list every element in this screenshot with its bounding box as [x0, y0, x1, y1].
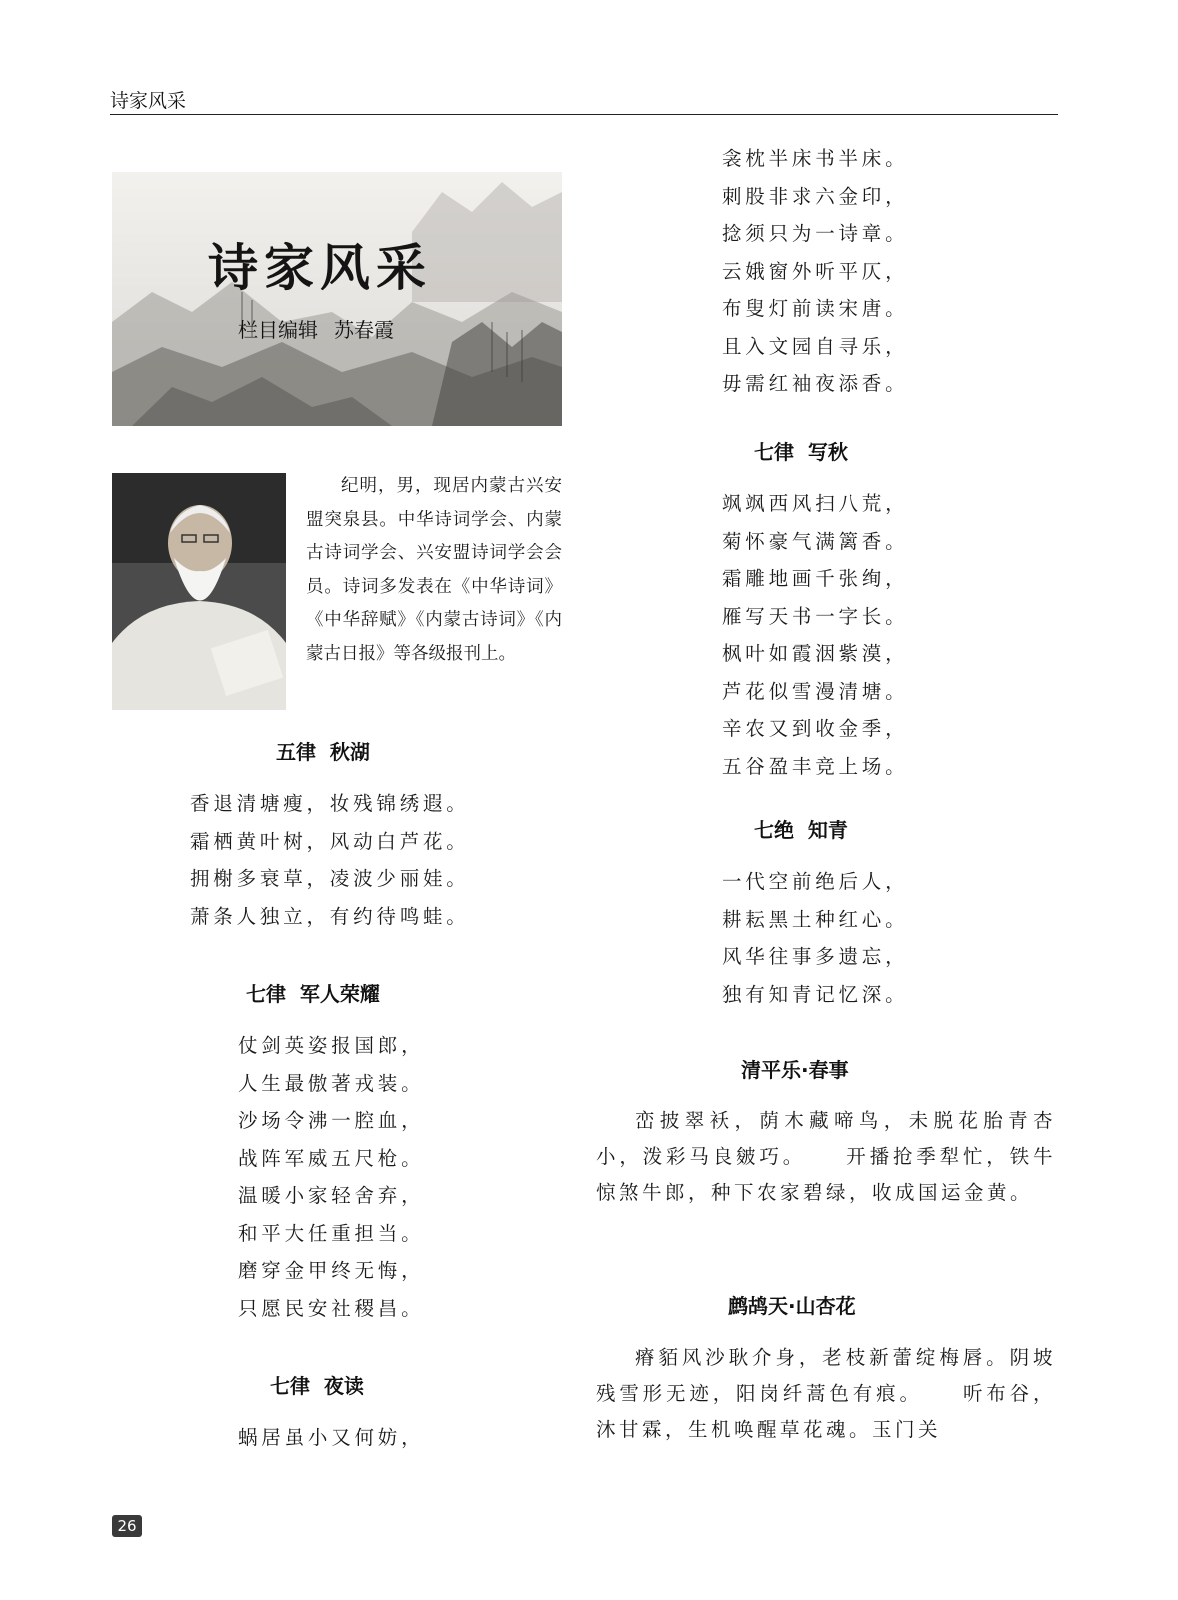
poem-line: 独有知青记忆深。: [722, 982, 909, 1006]
poem-line: 辛农又到收金季，: [722, 717, 909, 740]
poem-lines-soldier-glory: [238, 1027, 424, 1327]
column-banner: [112, 172, 562, 426]
poem-line: 芦花似雪漫清塘。: [722, 679, 909, 703]
poem-line: 衾枕半床书半床。: [722, 147, 909, 170]
poet-biography: 纪明，男，现居内蒙古兴安盟突泉县。中华诗词学会、内蒙古诗词学会、兴安盟诗词学会会员。诗词多发表在《中华诗词》《中华辞赋》《内蒙古诗词》《内蒙古日报》等各级报刊上。: [306, 476, 562, 664]
poem-line: 战阵军威五尺枪。: [238, 1146, 425, 1170]
poem-line: 沙场令沸一腔血，: [238, 1109, 425, 1132]
poem-title-educated-youth: 七绝 知青: [754, 818, 848, 842]
poem-line: 风华往事多遗忘，: [722, 945, 909, 968]
poet-portrait-photo: [112, 473, 286, 710]
poem-line: 蜗居虽小又何妨，: [238, 1426, 425, 1449]
poem-line: 人生最傲著戎装。: [238, 1071, 425, 1095]
poem-line: 雁写天书一字长。: [722, 604, 909, 628]
poem-line: 霜栖黄叶树，风动白芦花。: [190, 829, 470, 853]
poem-line: 萧条人独立，有约待鸣蛙。: [190, 904, 470, 928]
poem-title-night-reading: 七律 夜读: [270, 1374, 364, 1398]
poem-line: 菊怀豪气满篱香。: [722, 529, 909, 553]
section-header-title: 诗家风采: [110, 90, 187, 112]
poem-lines-educated-youth: [722, 863, 908, 1013]
editor-role: 栏目编辑: [238, 318, 318, 342]
banner-editor-credit: [238, 314, 394, 343]
editor-name: 苏春霞: [334, 318, 394, 342]
poem-line: 温暖小家轻舍弃，: [238, 1184, 425, 1207]
header-rule: [110, 114, 1058, 115]
poem-title-autumn-lake: 五律 秋湖: [276, 740, 370, 764]
poem-line: 霜雕地画千张绚，: [722, 567, 909, 590]
poem-line: 飒飒西风扫八荒，: [722, 492, 909, 515]
poem-title-spring-affairs: 清平乐·春事: [741, 1058, 849, 1082]
poem-line: 五谷盈丰竞上场。: [722, 754, 909, 778]
poem-line: 枫叶如霞洇紫漠，: [722, 642, 909, 665]
poem-line: 且入文园自寻乐，: [722, 334, 909, 358]
poem-lines-autumn-writing: [722, 485, 908, 785]
poem-line: 毋需红袖夜添香。: [722, 372, 909, 395]
poem-title-soldier-glory: 七律 军人荣耀: [246, 982, 380, 1006]
poem-line: 耕耘黑土种红心。: [722, 907, 909, 931]
poem-line: 刺股非求六金印，: [722, 184, 909, 208]
poem-line: 捻须只为一诗章。: [722, 222, 909, 245]
poem-title-apricot-flower: 鹧鸪天·山杏花: [728, 1294, 856, 1318]
poem-line: 拥榭多衰草，凌波少丽娃。: [190, 867, 470, 890]
poem-line: 香退清塘瘦，妆残锦绣遐。: [190, 792, 470, 815]
banner-title: 诗家风采: [208, 238, 432, 297]
poem-title-autumn-writing: 七律 写秋: [754, 440, 848, 464]
poem-line: 磨穿金甲终无悔，: [238, 1259, 425, 1282]
poem-lines-night-reading-part1: [238, 1419, 424, 1457]
portrait-illustration: [112, 473, 286, 710]
poem-text-spring-affairs: 峦披翠袄，荫木藏啼鸟，未脱花胎青杏小，泼彩马良皴巧。 开播抢季犁忙，铁牛惊煞牛郎，种下农家碧绿，收成国运金黄。: [596, 1109, 1056, 1204]
poem-line: 仗剑英姿报国郎，: [238, 1034, 425, 1057]
page-number: 26: [112, 1515, 142, 1537]
poem-line: 一代空前绝后人，: [722, 870, 909, 893]
poem-line: 只愿民安社稷昌。: [238, 1296, 425, 1320]
poem-lines-autumn-lake: [190, 785, 470, 935]
poem-line: 布叟灯前读宋唐。: [722, 297, 909, 320]
poem-text-apricot-flower: 瘠貊风沙耿介身，老枝新蕾绽梅唇。阴坡残雪形无迹，阳岗纤蒿色有痕。 听布谷，沐甘霖，生机唤醒草花魂。玉门关: [596, 1346, 1056, 1441]
poem-lines-night-reading-part2: [722, 140, 908, 403]
poem-line: 云娥窗外听平仄，: [722, 259, 909, 283]
poem-line: 和平大任重担当。: [238, 1221, 425, 1245]
